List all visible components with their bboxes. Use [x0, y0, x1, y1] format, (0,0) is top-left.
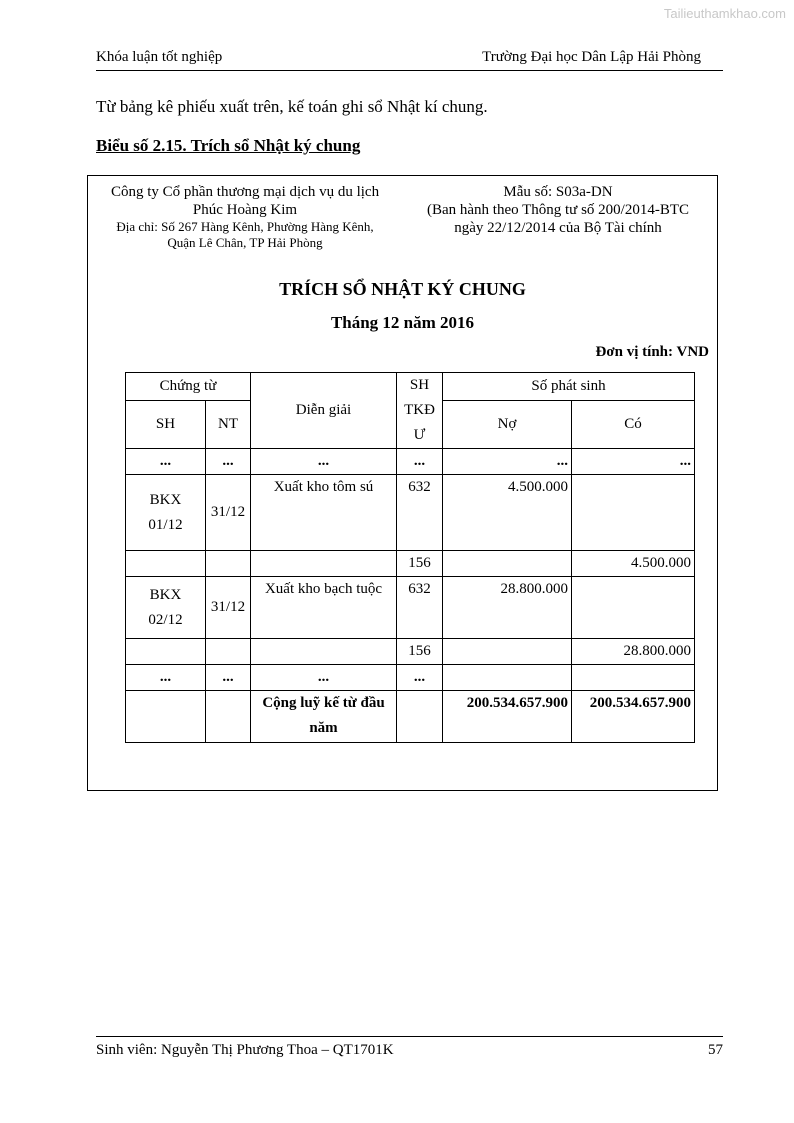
empty-cell — [251, 551, 397, 577]
company-info — [90, 183, 400, 251]
empty-cell — [126, 691, 206, 743]
debit-amount: 28.800.000 — [443, 577, 572, 639]
watermark: Tailieuthamkhao.com — [663, 6, 786, 21]
ellipsis-cell: ... — [443, 449, 572, 475]
ellipsis-row — [126, 665, 695, 691]
empty-cell — [443, 639, 572, 665]
empty-cell — [126, 639, 206, 665]
col-account — [397, 373, 443, 449]
col-voucher: Chứng từ — [126, 373, 251, 401]
total-row — [126, 691, 695, 743]
ellipsis-cell: ... — [397, 449, 443, 475]
credit-account: 156 — [397, 639, 443, 665]
currency-unit: Đơn vị tính: VND — [595, 344, 709, 360]
empty-cell — [206, 551, 251, 577]
ellipsis-row — [126, 449, 695, 475]
table-row — [126, 475, 695, 551]
form-info — [408, 183, 708, 237]
credit-amount: 28.800.000 — [572, 639, 695, 665]
company-name-line1: Công ty Cổ phần thương mại dịch vụ du lịch — [110, 184, 380, 200]
table-row — [126, 551, 695, 577]
ellipsis-cell: ... — [126, 665, 206, 691]
voucher-sh-cell — [126, 475, 206, 551]
empty-cell — [572, 475, 695, 551]
col-debit: Nợ — [443, 401, 572, 449]
ellipsis-cell: ... — [206, 449, 251, 475]
total-label-line1: Cộng luỹ kế từ đầu — [262, 695, 385, 711]
ellipsis-cell: ... — [572, 449, 695, 475]
journal-frame — [87, 175, 718, 791]
debit-account: 632 — [397, 475, 443, 551]
company-address-line1: Địa chỉ: Số 267 Hàng Kênh, Phường Hàng Kênh, — [116, 219, 374, 234]
ellipsis-cell: ... — [251, 665, 397, 691]
page-number: 57 — [708, 1042, 723, 1058]
debit-amount: 4.500.000 — [443, 475, 572, 551]
col-credit: Có — [572, 401, 695, 449]
empty-cell — [443, 551, 572, 577]
col-nt: NT — [206, 401, 251, 449]
ellipsis-cell: ... — [251, 449, 397, 475]
debit-account: 632 — [397, 577, 443, 639]
voucher-sh-line2: 01/12 — [148, 516, 183, 533]
journal-table — [125, 372, 695, 743]
total-debit: 200.534.657.900 — [443, 691, 572, 743]
empty-cell — [397, 691, 443, 743]
empty-cell — [206, 691, 251, 743]
entry-description: Xuất kho tôm sú — [251, 475, 397, 551]
empty-cell — [126, 551, 206, 577]
table-row — [126, 639, 695, 665]
voucher-sh-cell — [126, 577, 206, 639]
table-row — [126, 577, 695, 639]
col-account-line3: Ư — [413, 427, 426, 443]
empty-cell — [572, 577, 695, 639]
company-name-line2: Phúc Hoàng Kim — [192, 202, 298, 218]
voucher-sh-line2: 02/12 — [148, 611, 183, 628]
voucher-date: 31/12 — [206, 475, 251, 551]
figure-caption: Biểu số 2.15. Trích sổ Nhật ký chung — [96, 136, 361, 155]
col-amount: Số phát sinh — [443, 373, 695, 401]
page-footer — [96, 1036, 723, 1059]
ellipsis-cell: ... — [397, 665, 443, 691]
empty-cell — [206, 639, 251, 665]
credit-account: 156 — [397, 551, 443, 577]
header-right: Trường Đại học Dân Lập Hải Phòng — [482, 49, 701, 65]
intro-text: Từ bảng kê phiếu xuất trên, kế toán ghi sổ Nhật kí chung. — [96, 97, 488, 116]
voucher-date: 31/12 — [206, 577, 251, 639]
credit-amount: 4.500.000 — [572, 551, 695, 577]
entry-description: Xuất kho bạch tuộc — [251, 577, 397, 639]
report-title: TRÍCH SỔ NHẬT KÝ CHUNG — [279, 279, 526, 299]
footer-student: Sinh viên: Nguyễn Thị Phương Thoa – QT1701K — [96, 1042, 394, 1058]
col-account-line1: SH — [409, 377, 430, 393]
header-row-1 — [126, 373, 695, 401]
col-sh: SH — [126, 401, 206, 449]
empty-cell — [443, 665, 572, 691]
voucher-sh-line1: BKX — [149, 586, 182, 603]
form-code: Mẫu số: S03a-DN — [503, 184, 613, 200]
report-period: Tháng 12 năm 2016 — [330, 313, 475, 332]
form-note-line1: (Ban hành theo Thông tư số 200/2014-BTC — [426, 202, 689, 218]
page-header — [96, 49, 723, 71]
total-label-line2: năm — [309, 720, 338, 736]
col-description: Diễn giải — [251, 373, 397, 449]
form-note-line2: ngày 22/12/2014 của Bộ Tài chính — [454, 220, 662, 236]
voucher-sh-line1: BKX — [149, 491, 182, 508]
total-label — [251, 691, 397, 743]
col-account-line2: TKĐ — [404, 402, 435, 418]
total-credit: 200.534.657.900 — [572, 691, 695, 743]
ellipsis-cell: ... — [126, 449, 206, 475]
ellipsis-cell: ... — [206, 665, 251, 691]
empty-cell — [251, 639, 397, 665]
header-left: Khóa luận tốt nghiệp — [96, 49, 223, 65]
company-address-line2: Quận Lê Chân, TP Hải Phòng — [167, 235, 323, 250]
empty-cell — [572, 665, 695, 691]
